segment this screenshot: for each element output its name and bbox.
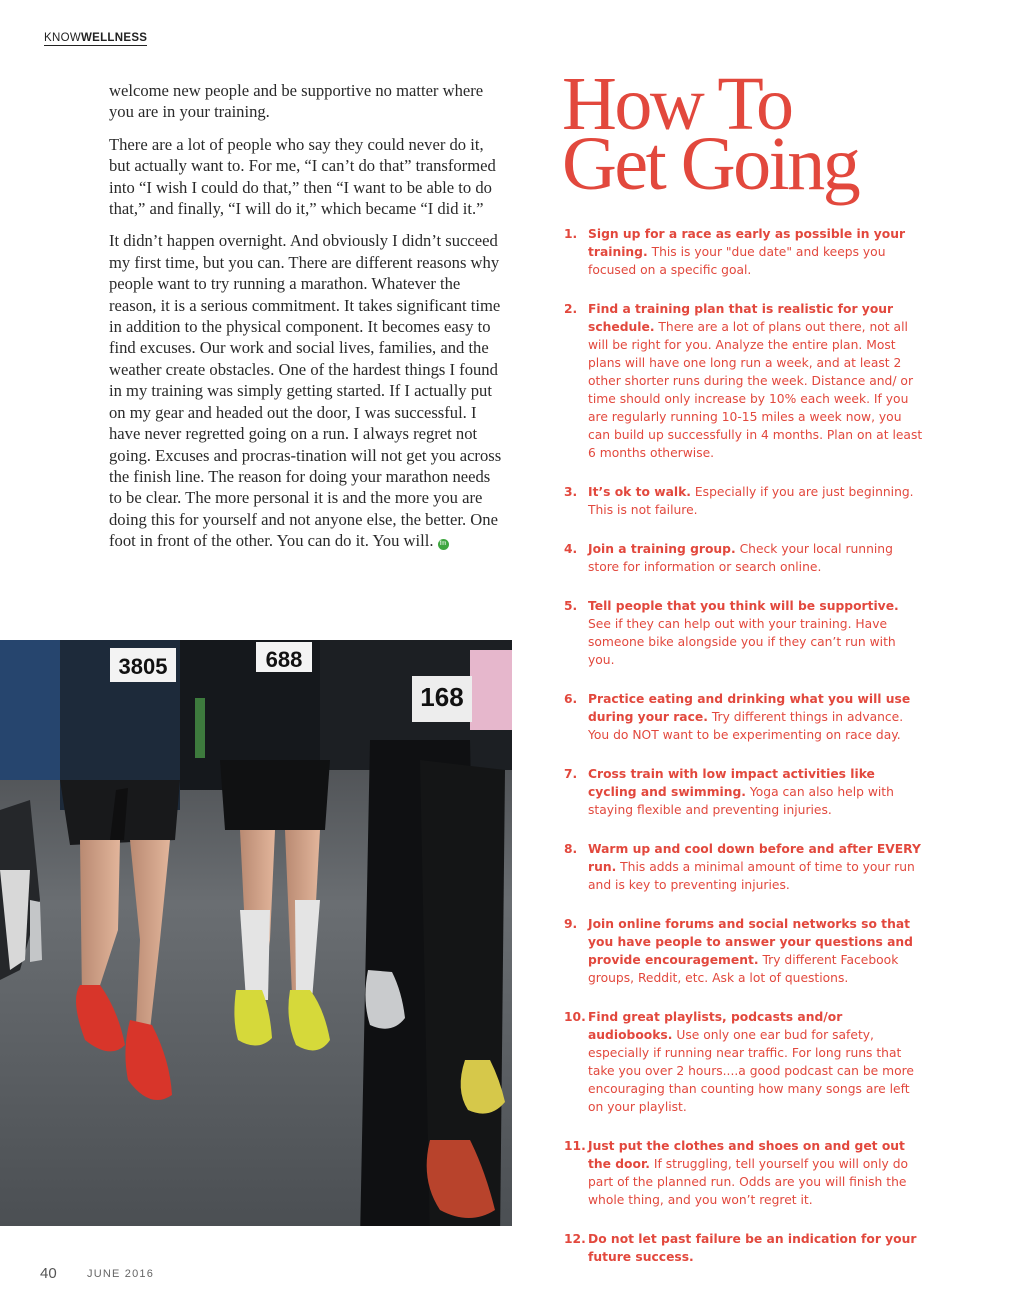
tip-body: This is your "due date" and keeps you focused on a specific goal.	[588, 245, 886, 277]
tip-number: 9.	[564, 917, 578, 931]
tip-item	[564, 483, 924, 519]
tip-item	[564, 765, 924, 819]
tip-lead: Join online forums and social networks so that you have people to answer your questions and provide encouragement.	[588, 917, 913, 967]
tip-body: Try different things in advance. You do NOT want to be experimenting on race day.	[588, 710, 904, 742]
tip-lead: Do not let past failure be an indication for your future success.	[588, 1232, 917, 1264]
section-label-name: WELLNESS	[80, 32, 148, 44]
tip-item	[564, 1230, 924, 1266]
tip-number: 12.	[564, 1232, 586, 1246]
headline-line-1: How To	[562, 62, 792, 146]
tip-lead: Cross train with low impact activities like cycling and swimming.	[588, 767, 875, 799]
article-paragraph	[109, 230, 504, 551]
tip-item	[564, 225, 924, 279]
issue-date: JUNE 2016	[87, 1268, 155, 1280]
sidebar-headline	[562, 62, 1002, 206]
tip-item	[564, 540, 924, 576]
tip-number: 10.	[564, 1010, 586, 1024]
article-paragraph-text: It didn’t happen overnight. And obviously I didn’t succeed my first time, but you can. There are different reasons why people want to try running a marathon. Whatever the reason, it is a serious commitment. It takes significant time in addition to the physical component. It becomes easy to find excuses. Our work and social lives, families, and the weather create obstacles. One of the hardest things I found in my training was simply getting started. If I actually put on my gear and headed out the door, I was successful. I have never regretted going on a run. I always regret not going. Excuses and procras-tination will not get you across the finish line. The reason for doing your marathon needs to be clear. The more personal it is and the more you are doing this for yourself and not anyone else, the better. One foot in front of the other. You can do it. You will.	[109, 231, 502, 551]
runner-bib-1: 3805	[118, 654, 168, 679]
tip-number: 5.	[564, 599, 578, 613]
section-label	[44, 32, 147, 46]
headline-line-2: Get Going	[562, 122, 859, 206]
tip-item	[564, 300, 924, 462]
tip-number: 11.	[564, 1139, 586, 1153]
tip-lead: Just put the clothes and shoes on and get out the door.	[588, 1139, 905, 1171]
article-paragraph: There are a lot of people who say they could never do it, but actually want to. For me, “I can’t do that” transformed into “I wish I could do that,” then “I want to be able to do that,” and finally, “I will do it,” which became “I did it.”	[109, 134, 496, 219]
tip-lead: Warm up and cool down before and after EVERY run.	[588, 842, 921, 874]
tip-lead: It’s ok to walk.	[588, 485, 691, 499]
marathon-runners-photo	[0, 640, 512, 1226]
tip-body: This adds a minimal amount of time to your run and is key to preventing injuries.	[588, 860, 915, 892]
tip-body: Yoga can also help with staying flexible and preventing injuries.	[588, 785, 894, 817]
runner-bib-3: 168	[420, 682, 464, 712]
tip-body: There are a lot of plans out there, not all will be right for you. Analyze the entire plan. Most plans will have one long run a week, and at least 2 other shorter runs during the week. Distance and/ or time should only increase by 10% each week. If you are regularly running 10-15 miles a week now, you can build up successfully in 4 months. Plan on at least 6 months otherwise.	[588, 320, 923, 460]
tip-item	[564, 840, 924, 894]
tip-lead: Find great playlists, podcasts and/or audiobooks.	[588, 1010, 843, 1042]
tips-list	[564, 225, 924, 1287]
tip-item	[564, 1008, 924, 1116]
article-body	[109, 80, 504, 563]
tip-body: Especially if you are just beginning. This is not failure.	[588, 485, 914, 517]
tip-item	[564, 690, 924, 744]
tip-lead: Join a training group.	[588, 542, 736, 556]
tip-lead: Find a training plan that is realistic for your schedule.	[588, 302, 894, 334]
end-mark-icon: fm	[438, 539, 449, 550]
runner-bib-2: 688	[265, 647, 303, 672]
page-number: 40	[40, 1265, 57, 1282]
tip-lead: Practice eating and drinking what you will use during your race.	[588, 692, 911, 724]
tip-body: If struggling, tell yourself you will only do part of the planned run. Odds are you will finish the whole thing, and you won’t regret it.	[588, 1157, 909, 1207]
tip-body: Use only one ear bud for safety, especially if running near traffic. For long runs that take you over 2 hours....a good podcast can be more encouraging than counting how many songs are left on your playlist.	[588, 1028, 914, 1114]
section-label-prefix: KNOW	[44, 32, 81, 44]
tip-number: 6.	[564, 692, 578, 706]
tip-number: 8.	[564, 842, 578, 856]
tip-body: Check your local running store for information or search online.	[588, 542, 893, 574]
tip-number: 7.	[564, 767, 578, 781]
tip-lead: Tell people that you think will be supportive.	[588, 599, 899, 613]
tip-number: 2.	[564, 302, 578, 316]
tip-number: 4.	[564, 542, 578, 556]
article-paragraph: welcome new people and be supportive no matter where you are in your training.	[109, 81, 484, 122]
tip-body: See if they can help out with your training. Have someone bike alongside you if they can’t run with you.	[588, 617, 896, 667]
tip-item	[564, 915, 924, 987]
tip-number: 3.	[564, 485, 578, 499]
tip-lead: Sign up for a race as early as possible in your training.	[588, 227, 906, 259]
tip-number: 1.	[564, 227, 578, 241]
tip-item	[564, 1137, 924, 1209]
tip-body: Try different Facebook groups, Reddit, etc. Ask a lot of questions.	[588, 953, 899, 985]
tip-item	[564, 597, 924, 669]
